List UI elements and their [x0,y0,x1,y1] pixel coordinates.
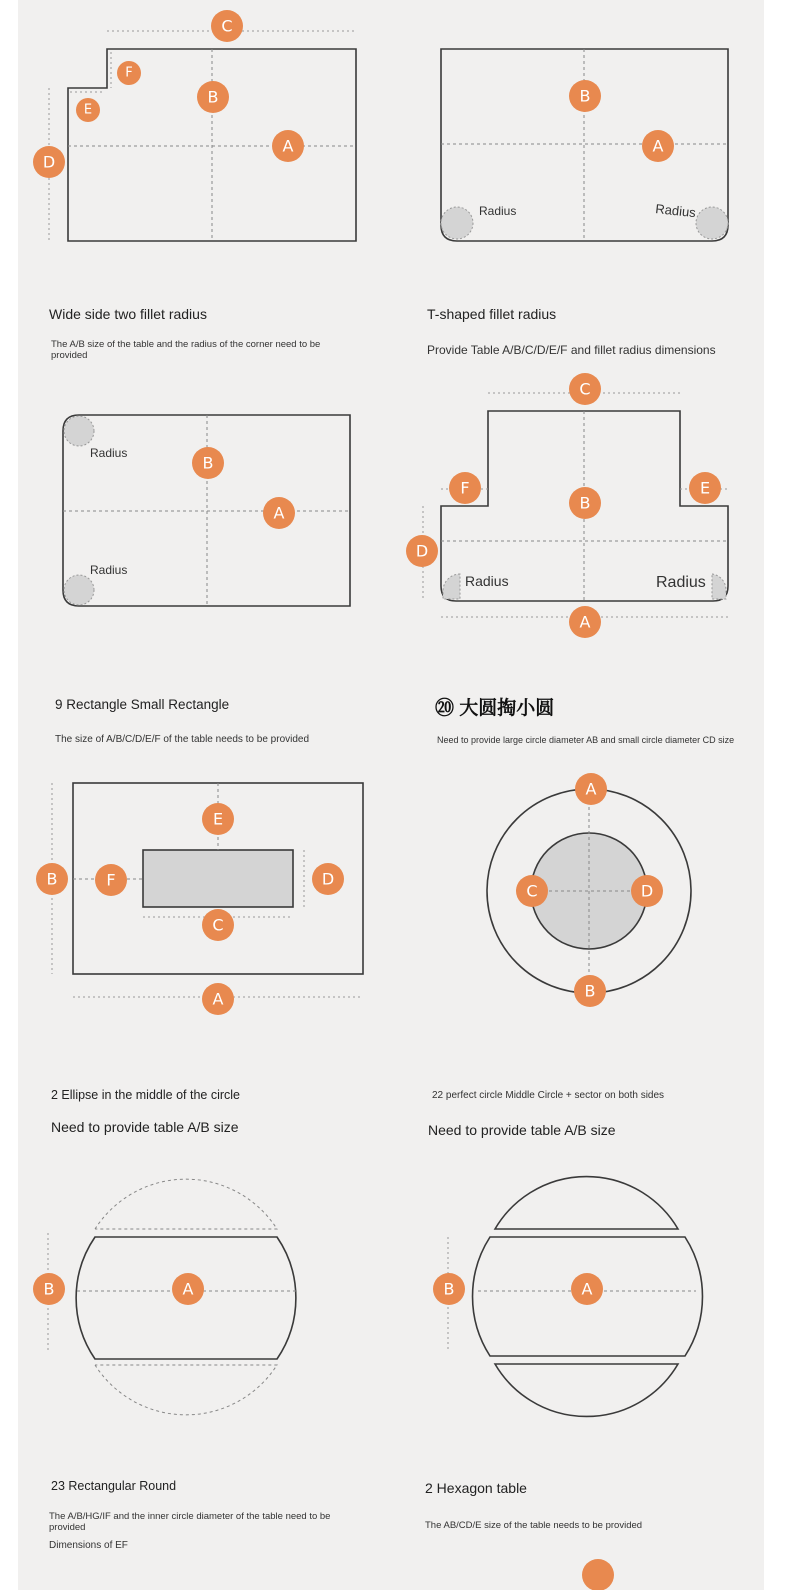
badge-a [172,1273,204,1305]
radius-label: Radius [90,446,128,460]
inner-rect [143,850,293,907]
radius-marker-left [441,207,473,239]
badge-b [569,487,601,519]
svg-text:A: A [212,989,224,1009]
figure-ellipse [48,1179,296,1415]
svg-text:D: D [42,152,56,172]
badge-c [569,373,601,405]
caption-nine-rect: 9 Rectangle Small Rectangle [55,697,230,712]
badge-f [449,472,481,504]
badge-a [569,606,601,638]
svg-text:D: D [321,869,335,889]
note-wide-side: The A/B size of the table and the radius of the corner need to be provided [51,339,321,361]
figure-wide-side [49,31,356,241]
radius-label: Radius [656,574,706,591]
radius-marker-br [712,574,726,599]
svg-text:F: F [106,870,116,890]
svg-text:B: B [443,1279,455,1299]
radius-label: Radius [465,573,509,589]
radius-label: Radius [479,204,517,218]
caption-big-circle: ⑳ 大圆掏小圆 [435,698,555,719]
svg-text:B: B [46,869,58,889]
svg-text:B: B [579,86,591,106]
svg-text:D: D [640,881,654,901]
svg-text:F: F [460,478,470,498]
note-t-shaped: Provide Table A/B/C/D/E/F and fillet radius dimensions [427,343,716,357]
badge-b [569,80,601,112]
radius-marker-right [696,207,728,239]
svg-text:F: F [125,65,133,81]
badge-b [433,1273,465,1305]
badges [33,10,721,1590]
svg-text:B: B [202,453,214,473]
svg-text:A: A [579,612,591,632]
badge-e [202,803,234,835]
radius-marker-bottom [64,575,94,605]
svg-text:A: A [282,136,294,156]
caption-perfect-circle: 22 perfect circle Middle Circle + sector on both sides [432,1090,665,1101]
badge-f [117,61,141,85]
svg-text:A: A [585,779,597,799]
badge-b [574,975,606,1007]
badge-c [202,909,234,941]
svg-text:B: B [43,1279,55,1299]
top-sector [495,1177,678,1229]
svg-text:C: C [579,379,591,399]
badge-d [312,863,344,895]
badge-a [642,130,674,162]
svg-text:A: A [182,1279,194,1299]
svg-text:A: A [581,1279,593,1299]
badge-a [571,1273,603,1305]
caption-wide-side: Wide side two fillet radius [49,306,207,322]
svg-text:E: E [699,478,711,498]
svg-text:B: B [207,87,219,107]
badge-b [192,447,224,479]
svg-text:A: A [273,503,285,523]
badge-a [202,983,234,1015]
note-perfect-circle: Need to provide table A/B size [428,1122,616,1138]
badge-partial [582,1559,614,1590]
ellipse-top-cap [95,1179,277,1229]
svg-text:B: B [579,493,591,513]
note-hexagon: The AB/CD/E size of the table needs to be provided [425,1520,643,1531]
badge-a [575,773,607,805]
ellipse-bottom-cap [95,1365,277,1415]
badge-e [689,472,721,504]
badge-a [263,497,295,529]
badge-e [76,98,100,122]
caption-rect-round: 23 Rectangular Round [51,1479,177,1493]
badge-b [197,81,229,113]
svg-text:D: D [415,541,429,561]
svg-text:A: A [652,136,664,156]
radius-marker-bl [443,574,460,599]
note-ellipse: Need to provide table A/B size [51,1119,239,1135]
svg-text:C: C [526,881,538,901]
note-rect-round: The A/B/HG/IF and the inner circle diameter of the table need to be provided [49,1511,331,1533]
note-nine-rect: The size of A/B/C/D/E/F of the table needs to be provided [55,734,310,745]
svg-text:B: B [584,981,596,1001]
caption-hexagon: 2 Hexagon table [425,1480,527,1496]
badge-d [406,535,438,567]
badge-b [33,1273,65,1305]
badge-b [36,863,68,895]
radius-label: Radius [90,563,128,577]
caption-ellipse: 2 Ellipse in the middle of the circle [51,1088,240,1102]
svg-text:C: C [212,915,224,935]
figure-left-rounded [63,415,350,606]
note-big-circle: Need to provide large circle diameter AB and small circle diameter CD size [437,735,735,745]
caption-t-shaped: T-shaped fillet radius [427,306,557,322]
badge-f [95,864,127,896]
badge-d [33,146,65,178]
svg-text:C: C [221,16,233,36]
badge-a [272,130,304,162]
radius-label: Radius [654,201,697,221]
badge-c [211,10,243,42]
badge-c [516,875,548,907]
note-rect-round-2: Dimensions of EF [49,1540,128,1551]
svg-text:E: E [83,102,93,118]
badge-d [631,875,663,907]
svg-text:E: E [212,809,224,829]
bottom-sector [495,1364,678,1416]
radius-marker-top [64,416,94,446]
